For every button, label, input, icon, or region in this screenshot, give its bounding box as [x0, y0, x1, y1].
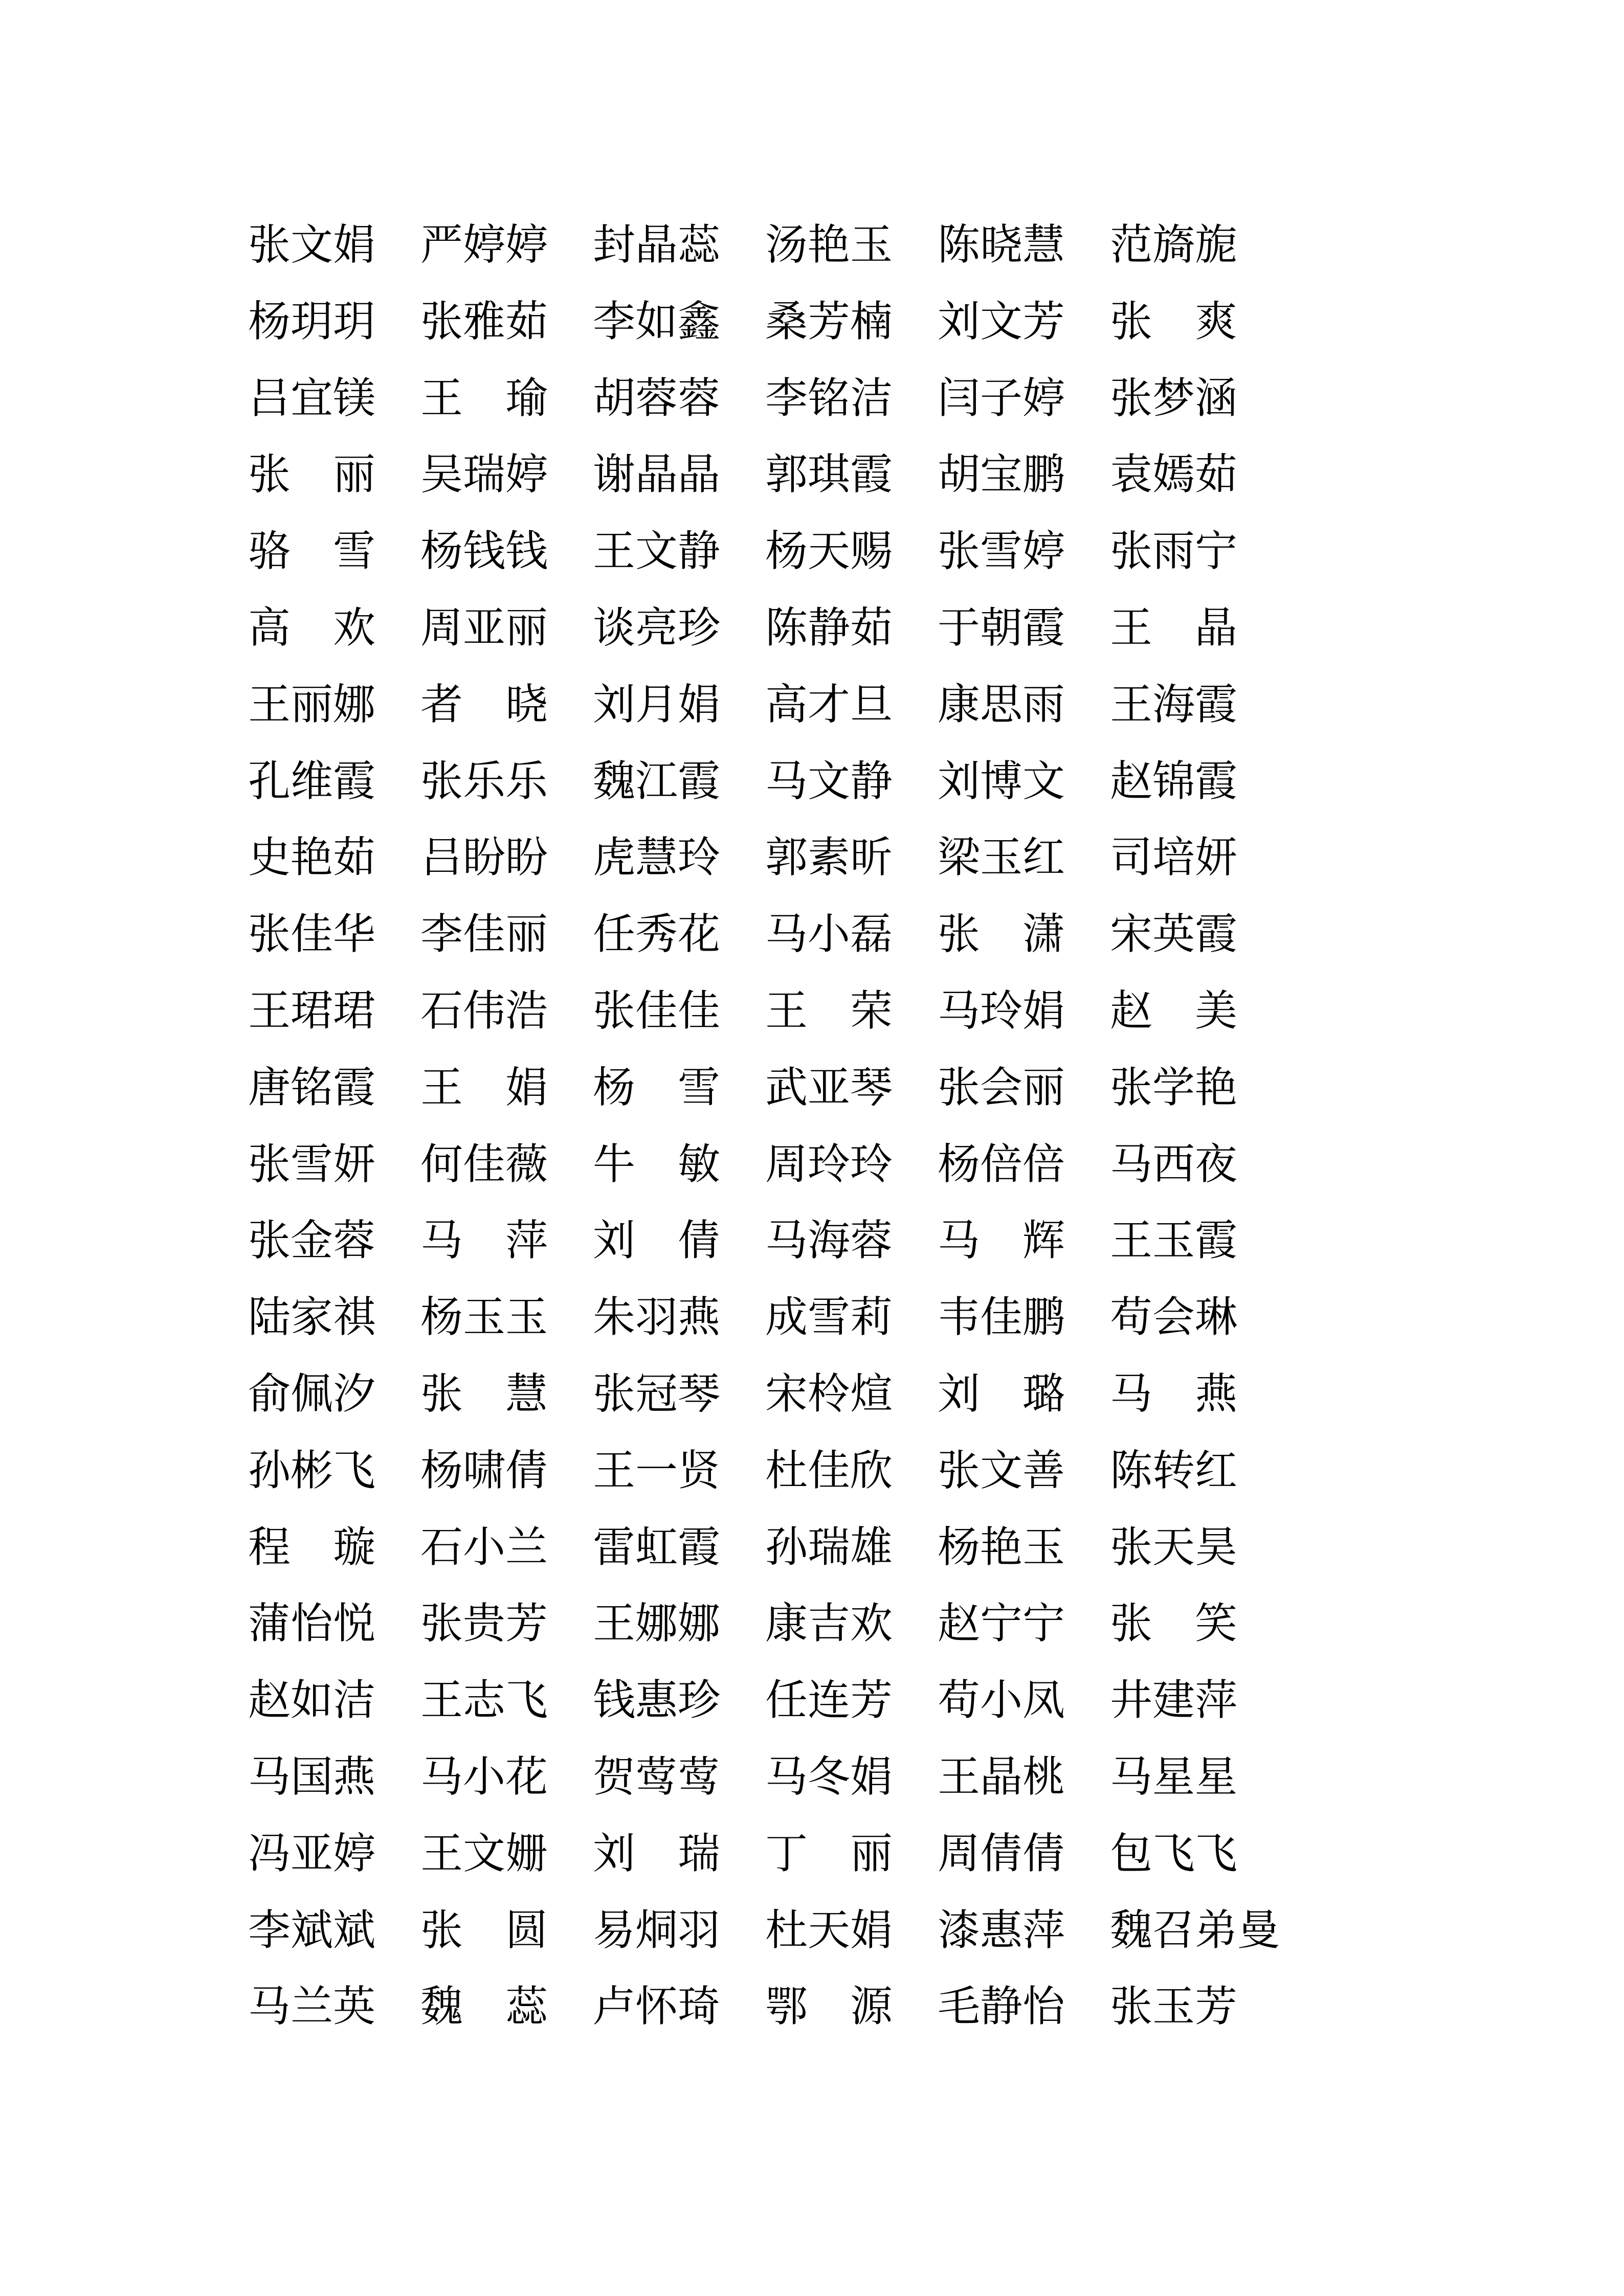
person-name: 马兰英	[248, 1982, 375, 2032]
person-name: 封晶蕊	[593, 220, 720, 269]
person-name: 杜天娟	[765, 1905, 893, 1955]
given-name-char: 晓	[505, 679, 548, 729]
person-name: 马国燕	[248, 1751, 375, 1802]
person-name: 王晶桃	[938, 1751, 1065, 1802]
surname-char: 张	[1110, 296, 1152, 346]
person-name	[420, 679, 548, 760]
person-name: 史艳茹	[248, 832, 375, 883]
person-name: 杨倍倍	[938, 1139, 1065, 1189]
surname-char: 马	[1110, 1368, 1152, 1419]
given-name-char: 雪	[678, 1062, 720, 1112]
person-name: 梁玉红	[938, 832, 1065, 883]
person-name: 俞佩汐	[248, 1368, 375, 1419]
person-name: 张贵芳	[420, 1599, 548, 1649]
surname-char: 王	[1110, 602, 1152, 652]
person-name: 于朝霞	[938, 602, 1065, 652]
person-name: 马海蓉	[765, 1215, 893, 1266]
person-name: 任秀花	[593, 909, 720, 959]
given-name-char: 美	[1195, 985, 1237, 1036]
person-name: 李铭洁	[765, 373, 893, 423]
person-name: 卢怀琦	[593, 1982, 720, 2032]
person-name	[248, 449, 375, 530]
person-name: 张冠琴	[593, 1368, 720, 1419]
surname-char: 鄂	[765, 1982, 808, 2032]
surname-char: 王	[420, 1062, 463, 1112]
surname-char: 马	[938, 1215, 980, 1266]
person-name: 王丽娜	[248, 679, 375, 729]
person-name: 张文娟	[248, 220, 375, 269]
person-name: 韦佳鹏	[938, 1292, 1065, 1342]
person-name: 胡宝鹏	[938, 449, 1065, 500]
surname-char: 张	[248, 449, 291, 500]
person-name: 张金蓉	[248, 1215, 375, 1266]
person-name: 李佳丽	[420, 909, 548, 959]
person-name: 陈静茹	[765, 602, 893, 652]
person-name: 马文静	[765, 756, 893, 806]
person-name: 宋柃煊	[765, 1368, 893, 1419]
person-name: 杨玥玥	[248, 296, 375, 346]
person-name: 马星星	[1110, 1751, 1237, 1802]
person-name	[593, 1139, 720, 1220]
person-name: 马小磊	[765, 909, 893, 959]
given-name-char: 丽	[850, 1828, 893, 1878]
person-name: 张佳华	[248, 909, 375, 959]
person-name: 袁嫣茹	[1110, 449, 1237, 500]
person-name	[1110, 985, 1237, 1066]
surname-char: 刘	[593, 1215, 635, 1266]
given-name-char: 晶	[1195, 602, 1237, 652]
person-name	[420, 1368, 548, 1449]
person-name: 石伟浩	[420, 985, 548, 1036]
given-name-char: 慧	[505, 1368, 548, 1419]
person-name: 石小兰	[420, 1522, 548, 1572]
person-name: 钱惠珍	[593, 1675, 720, 1725]
person-name: 吕盼盼	[420, 832, 548, 883]
person-name: 雷虹霞	[593, 1522, 720, 1572]
person-name: 陆家祺	[248, 1292, 375, 1342]
person-name: 井建萍	[1110, 1675, 1237, 1725]
person-name: 康思雨	[938, 679, 1065, 729]
person-name: 杨艳玉	[938, 1522, 1065, 1572]
person-name: 蒲怡悦	[248, 1599, 375, 1649]
person-name: 杨啸倩	[420, 1445, 548, 1495]
given-name-char: 蕊	[505, 1982, 548, 2032]
person-name: 张玉芳	[1110, 1982, 1237, 2032]
person-name: 王珺珺	[248, 985, 375, 1036]
given-name-char: 燕	[1195, 1368, 1237, 1419]
person-name: 张雪婷	[938, 526, 1065, 576]
person-name: 杜佳欣	[765, 1445, 893, 1495]
person-name: 王一贤	[593, 1445, 720, 1495]
person-name: 严婷婷	[420, 220, 548, 269]
person-name	[938, 909, 1065, 989]
surname-char: 高	[248, 602, 291, 652]
given-name-char: 瑜	[505, 373, 548, 423]
person-name: 张雅茹	[420, 296, 548, 346]
person-name: 马玲娟	[938, 985, 1065, 1036]
person-name: 刘月娟	[593, 679, 720, 729]
person-name	[1110, 1368, 1237, 1449]
person-name: 任连芳	[765, 1675, 893, 1725]
given-name-char: 荣	[850, 985, 893, 1036]
person-name: 郭素昕	[765, 832, 893, 883]
surname-char: 魏	[420, 1982, 463, 2032]
person-name	[765, 1828, 893, 1909]
person-name: 王海霞	[1110, 679, 1237, 729]
given-name-char: 潇	[1022, 909, 1065, 959]
person-name: 王玉霞	[1110, 1215, 1237, 1266]
person-name: 赵宁宁	[938, 1599, 1065, 1649]
given-name-char: 娟	[505, 1062, 548, 1112]
person-name: 李如鑫	[593, 296, 720, 346]
person-name	[938, 1215, 1065, 1296]
person-name: 张学艳	[1110, 1062, 1237, 1112]
given-name-char: 瑞	[678, 1828, 720, 1878]
person-name: 胡蓉蓉	[593, 373, 720, 423]
surname-char: 程	[248, 1522, 291, 1572]
person-name: 虎慧玲	[593, 832, 720, 883]
person-name: 桑芳楠	[765, 296, 893, 346]
person-name: 陈转红	[1110, 1445, 1237, 1495]
person-name: 谈亮珍	[593, 602, 720, 652]
surname-char: 牛	[593, 1139, 635, 1189]
person-name: 宋英霞	[1110, 909, 1237, 959]
person-name: 张佳佳	[593, 985, 720, 1036]
surname-char: 者	[420, 679, 463, 729]
surname-char: 王	[420, 373, 463, 423]
person-name	[593, 1215, 720, 1296]
person-name: 周倩倩	[938, 1828, 1065, 1878]
person-name: 周亚丽	[420, 602, 548, 652]
surname-char: 张	[1110, 1599, 1152, 1649]
given-name-char: 源	[850, 1982, 893, 2032]
surname-char: 刘	[593, 1828, 635, 1878]
given-name-char: 欢	[333, 602, 375, 652]
person-name: 赵如洁	[248, 1675, 375, 1725]
person-name: 马西夜	[1110, 1139, 1237, 1189]
surname-char: 丁	[765, 1828, 808, 1878]
person-name	[420, 1905, 548, 1986]
given-name-char: 璐	[1022, 1368, 1065, 1419]
person-name: 包飞飞	[1110, 1828, 1237, 1878]
person-name: 苟小凤	[938, 1675, 1065, 1725]
person-name	[1110, 602, 1237, 683]
given-name-char: 圆	[505, 1905, 548, 1955]
person-name: 王文姗	[420, 1828, 548, 1878]
person-name: 赵锦霞	[1110, 756, 1237, 806]
given-name-char: 笑	[1195, 1599, 1237, 1649]
person-name	[593, 1828, 720, 1909]
surname-char: 王	[765, 985, 808, 1036]
person-name: 吕宜镁	[248, 373, 375, 423]
given-name-char: 爽	[1195, 296, 1237, 346]
person-name: 成雪莉	[765, 1292, 893, 1342]
surname-char: 赵	[1110, 985, 1152, 1036]
surname-char: 马	[420, 1215, 463, 1266]
person-name: 张乐乐	[420, 756, 548, 806]
surname-char: 杨	[593, 1062, 635, 1112]
person-name: 杨天赐	[765, 526, 893, 576]
person-name: 冯亚婷	[248, 1828, 375, 1878]
person-name	[248, 526, 375, 606]
person-name: 魏召弟曼	[1110, 1905, 1280, 1955]
person-name: 刘博文	[938, 756, 1065, 806]
person-name: 毛静怡	[938, 1982, 1065, 2032]
person-name	[765, 985, 893, 1066]
person-name: 汤艳玉	[765, 220, 893, 269]
person-name: 吴瑞婷	[420, 449, 548, 500]
person-name: 王文静	[593, 526, 720, 576]
person-name	[765, 1982, 893, 2062]
surname-char: 张	[420, 1368, 463, 1419]
person-name: 漆惠萍	[938, 1905, 1065, 1955]
person-name: 康吉欢	[765, 1599, 893, 1649]
person-name: 闫子婷	[938, 373, 1065, 423]
person-name: 谢晶晶	[593, 449, 720, 500]
person-name	[420, 373, 548, 454]
person-name: 王娜娜	[593, 1599, 720, 1649]
person-name: 张文善	[938, 1445, 1065, 1495]
person-name: 司培妍	[1110, 832, 1237, 883]
person-name: 杨钱钱	[420, 526, 548, 576]
person-name: 刘文芳	[938, 296, 1065, 346]
person-name: 朱羽燕	[593, 1292, 720, 1342]
person-name: 李斌斌	[248, 1905, 375, 1955]
person-name: 孔维霞	[248, 756, 375, 806]
given-name-char: 璇	[333, 1522, 375, 1572]
person-name: 张雨宁	[1110, 526, 1237, 576]
person-name	[420, 1982, 548, 2062]
person-name: 王志飞	[420, 1675, 548, 1725]
given-name-char: 丽	[333, 449, 375, 500]
person-name: 周玲玲	[765, 1139, 893, 1189]
person-name: 唐铭霞	[248, 1062, 375, 1112]
person-name	[248, 602, 375, 683]
person-name: 苟会琳	[1110, 1292, 1237, 1342]
person-name	[248, 1522, 375, 1603]
person-name	[420, 1062, 548, 1143]
person-name: 易烔羽	[593, 1905, 720, 1955]
person-name	[1110, 1599, 1237, 1679]
person-name: 张雪妍	[248, 1139, 375, 1189]
person-name: 郭琪霞	[765, 449, 893, 500]
person-name: 孙瑞雄	[765, 1522, 893, 1572]
person-name	[1110, 296, 1237, 377]
person-name: 陈晓慧	[938, 220, 1065, 269]
person-name: 高才旦	[765, 679, 893, 729]
name-list	[248, 220, 1280, 2062]
person-name: 武亚琴	[765, 1062, 893, 1112]
person-name: 贺莺莺	[593, 1751, 720, 1802]
surname-char: 骆	[248, 526, 291, 576]
person-name: 孙彬飞	[248, 1445, 375, 1495]
person-name: 杨玉玉	[420, 1292, 548, 1342]
given-name-char: 辉	[1022, 1215, 1065, 1266]
surname-char: 张	[420, 1905, 463, 1955]
given-name-char: 倩	[678, 1215, 720, 1266]
person-name: 马小花	[420, 1751, 548, 1802]
person-name: 张天昊	[1110, 1522, 1237, 1572]
person-name: 范旖旎	[1110, 220, 1237, 269]
surname-char: 张	[938, 909, 980, 959]
person-name: 张梦涵	[1110, 373, 1237, 423]
given-name-char: 敏	[678, 1139, 720, 1189]
person-name	[420, 1215, 548, 1296]
surname-char: 刘	[938, 1368, 980, 1419]
person-name: 何佳薇	[420, 1139, 548, 1189]
person-name: 张会丽	[938, 1062, 1065, 1112]
person-name: 马冬娟	[765, 1751, 893, 1802]
person-name	[938, 1368, 1065, 1449]
given-name-char: 雪	[333, 526, 375, 576]
person-name	[593, 1062, 720, 1143]
person-name: 魏江霞	[593, 756, 720, 806]
given-name-char: 萍	[505, 1215, 548, 1266]
